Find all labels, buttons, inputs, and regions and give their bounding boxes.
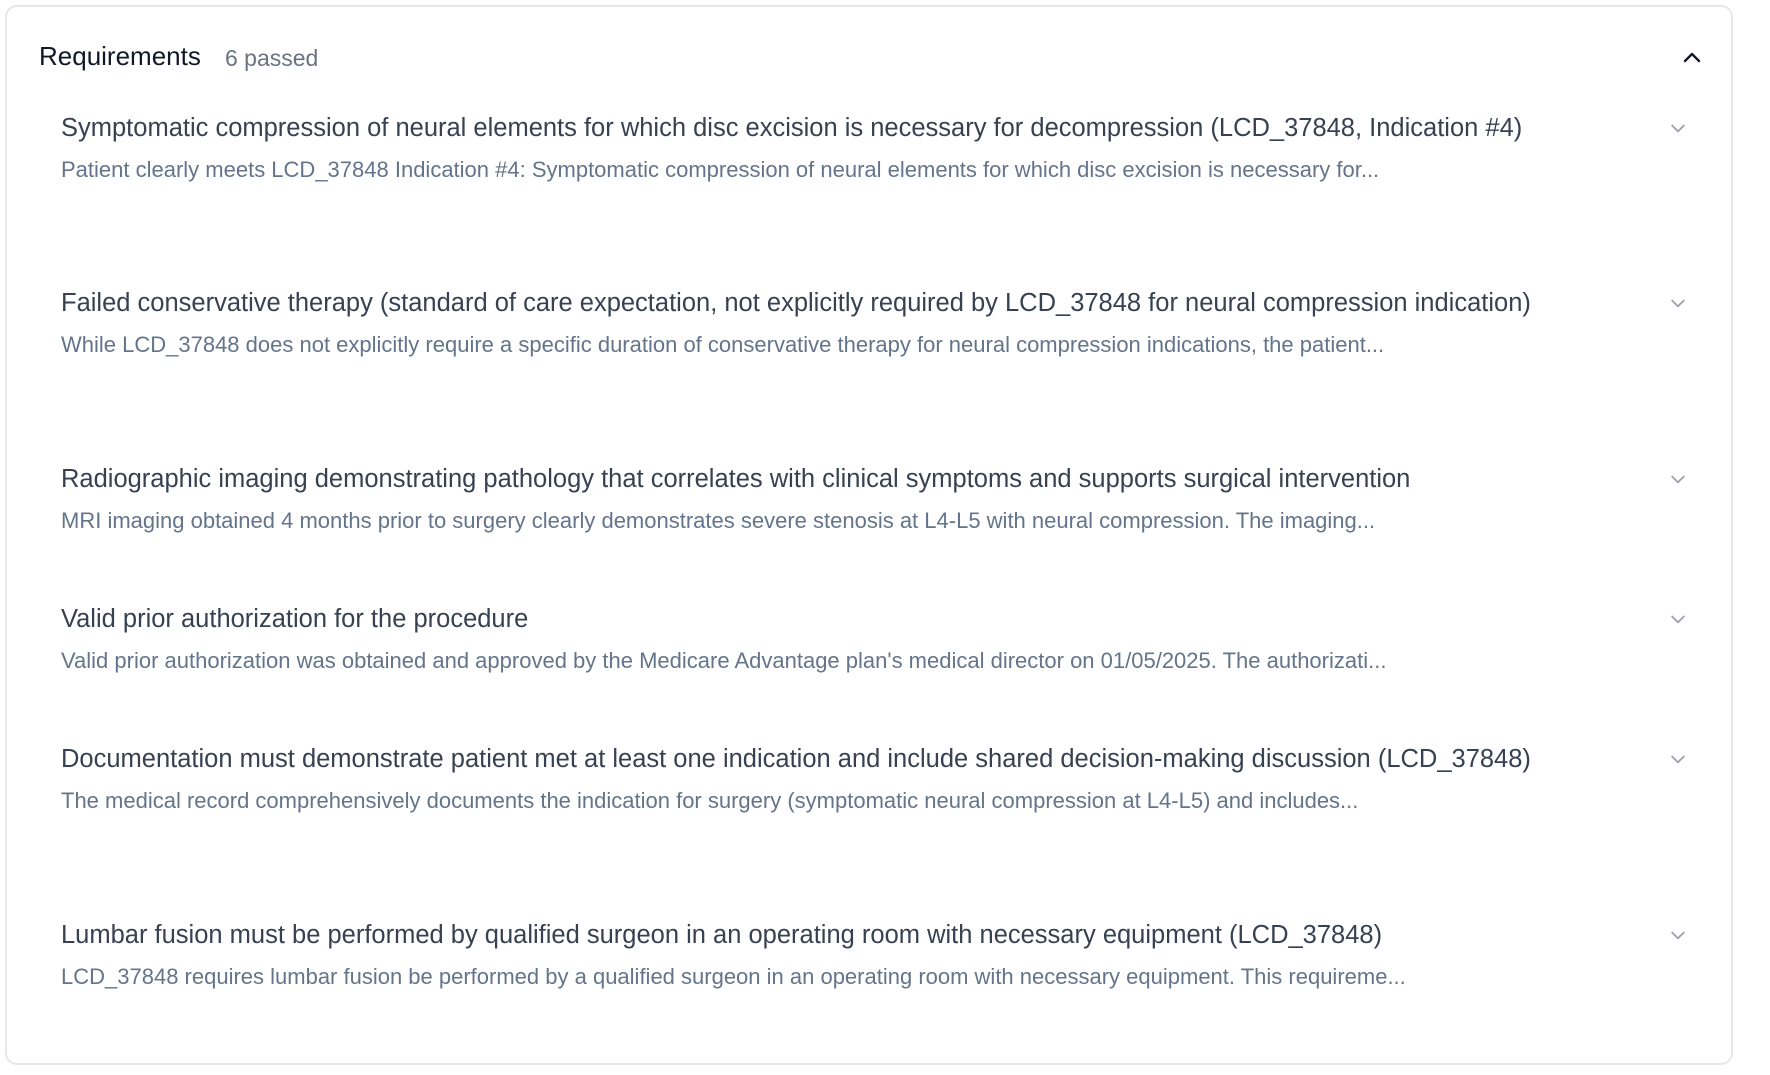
requirement-summary: MRI imaging obtained 4 months prior to surgery clearly demonstrates severe stenosis at L4-L5 with neural compression. The imaging... [61, 508, 1376, 533]
expand-requirement-button[interactable] [1663, 604, 1693, 634]
requirements-title: Requirements [39, 41, 201, 71]
expand-requirement-button[interactable] [1663, 288, 1693, 318]
chevron-down-icon [1668, 293, 1688, 313]
chevron-down-icon [1668, 469, 1688, 489]
requirements-panel [5, 5, 1733, 1065]
expand-requirement-button[interactable] [1663, 464, 1693, 494]
requirements-header[interactable] [7, 7, 1731, 107]
requirement-item[interactable] [61, 462, 1701, 536]
requirement-summary: Valid prior authorization was obtained and approved by the Medicare Advantage plan's medical director on 01/05/2025. The authorizati... [61, 648, 1387, 673]
requirement-item[interactable] [61, 602, 1701, 676]
chevron-down-icon [1668, 925, 1688, 945]
requirement-title: Documentation must demonstrate patient met at least one indication and include shared decision-making discussion (LCD_37848) [61, 745, 1531, 773]
requirement-summary: LCD_37848 requires lumbar fusion be performed by a qualified surgeon in an operating room with necessary equipment. This requireme... [61, 964, 1406, 989]
collapse-button[interactable] [1675, 41, 1709, 75]
requirement-item[interactable] [61, 111, 1701, 185]
requirement-title: Radiographic imaging demonstrating pathology that correlates with clinical symptoms and supports surgical intervention [61, 465, 1411, 493]
chevron-down-icon [1668, 118, 1688, 138]
passed-count: 6 passed [225, 45, 319, 71]
expand-requirement-button[interactable] [1663, 920, 1693, 950]
requirement-summary: The medical record comprehensively documents the indication for surgery (symptomatic neural compression at L4-L5) and includes... [61, 788, 1359, 813]
requirement-title: Lumbar fusion must be performed by qualified surgeon in an operating room with necessary equipment (LCD_37848) [61, 921, 1383, 949]
requirement-item[interactable] [61, 918, 1701, 992]
expand-requirement-button[interactable] [1663, 113, 1693, 143]
requirement-summary: Patient clearly meets LCD_37848 Indication #4: Symptomatic compression of neural elements for which disc excision is necessary for... [61, 157, 1380, 182]
chevron-down-icon [1668, 609, 1688, 629]
requirement-title: Valid prior authorization for the procedure [61, 605, 529, 633]
chevron-down-icon [1668, 749, 1688, 769]
requirement-summary: While LCD_37848 does not explicitly require a specific duration of conservative therapy for neural compression indications, the patient... [61, 332, 1385, 357]
requirement-item[interactable] [61, 286, 1701, 360]
chevron-up-icon [1680, 46, 1704, 70]
requirement-title: Symptomatic compression of neural elements for which disc excision is necessary for decompression (LCD_37848, Indication #4) [61, 114, 1523, 142]
requirement-item[interactable] [61, 742, 1701, 816]
expand-requirement-button[interactable] [1663, 744, 1693, 774]
requirement-title: Failed conservative therapy (standard of care expectation, not explicitly required by LCD_37848 for neural compression indication) [61, 289, 1531, 317]
